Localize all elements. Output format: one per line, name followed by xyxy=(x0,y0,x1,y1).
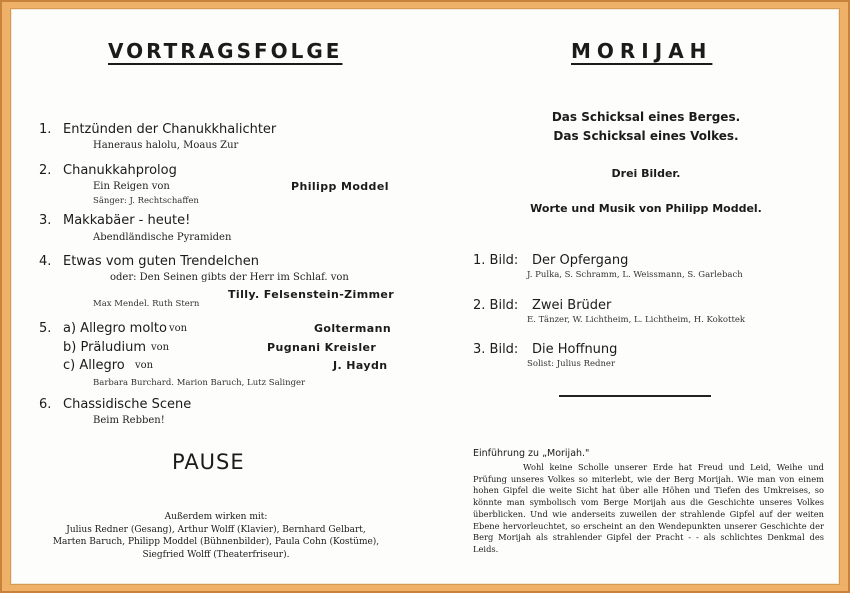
play-author: Worte und Musik von Philipp Moddel. xyxy=(530,202,762,215)
program-title: VORTRAGSFOLGE xyxy=(108,39,343,63)
item-title: Chanukkahprolog xyxy=(63,163,177,178)
part-label: c) Allegro xyxy=(63,358,125,373)
part-label: b) Präludium xyxy=(63,340,146,355)
part-composer: Goltermann xyxy=(314,322,392,335)
item-title: Chassidische Scene xyxy=(63,397,192,412)
play-structure: Drei Bilder. xyxy=(611,167,681,180)
item-performer: Philipp Moddel xyxy=(291,180,389,193)
item-number: 5. xyxy=(39,321,52,336)
credits-block xyxy=(31,511,401,561)
part-von: von xyxy=(135,360,154,371)
part-composer: Pugnani Kreisler xyxy=(267,341,377,354)
bild-cast: E. Tänzer, W. Lichtheim, L. Lichtheim, H. Kokottek xyxy=(527,315,746,325)
item-subtitle: Haneraus halolu, Moaus Zur xyxy=(93,140,239,151)
part-label: a) Allegro molto xyxy=(63,321,167,336)
item-title: Etwas vom guten Trendelchen xyxy=(63,254,260,269)
bild-label: 2. Bild: xyxy=(473,298,519,313)
credits-line: Siegfried Wolff (Theaterfriseur). xyxy=(142,549,290,560)
play-title: MORIJAH xyxy=(571,39,713,63)
item-note: Max Mendel. Ruth Stern xyxy=(93,299,200,309)
credits-heading: Außerdem wirken mit: xyxy=(164,512,268,522)
pause-heading: PAUSE xyxy=(172,450,245,474)
item-subtitle: oder: Den Seinen gibts der Herr im Schlaf. von xyxy=(110,272,349,283)
item-subtitle: Ein Reigen von xyxy=(93,181,170,192)
item-title: Entzünden der Chanukkhalichter xyxy=(63,122,277,137)
divider-rule xyxy=(559,395,711,397)
play-subtitle: Das Schicksal eines Berges. xyxy=(551,110,741,124)
item-subtitle: Beim Rebben! xyxy=(93,415,165,426)
bild-title: Der Opfergang xyxy=(532,253,629,268)
item-number: 1. xyxy=(39,122,52,137)
intro-text: Wohl keine Scholle unserer Erde hat Freud und Leid, Weihe und Prüfung unseres Volkes so miterlebt, wie der Berg Morijah. Wie man von einem hohen Gipfel die weite Sicht hat über alle Höhen und Tiefen des Umkreises, so könnte man symbolisch vom Berge Morijah aus die Geschichte unseres Volkes überblicken. Und wie anderseits zuweilen der strahlende Gipfel auf der weiten Ebene hervorleuchtet, so erscheint an den Wendepunkten unserer Geschichte der Berg Morijah als strahlender Gipfel der Pracht - - als schlichtes Denkmal des Leids. xyxy=(473,462,824,554)
part-von: von xyxy=(169,323,188,334)
bild-cast: J. Pulka, S. Schramm, L. Weissmann, S. Garlebach xyxy=(527,270,743,280)
program-sheet xyxy=(10,8,840,585)
bild-label: 3. Bild: xyxy=(473,342,519,357)
item-number: 4. xyxy=(39,254,52,269)
credits-line: Marten Baruch, Philipp Moddel (Bühnenbilder), Paula Cohn (Kostüme), xyxy=(52,537,380,547)
part-composer: J. Haydn xyxy=(333,359,388,372)
bild-title: Zwei Brüder xyxy=(532,298,612,313)
intro-heading: Einführung zu „Morijah." xyxy=(473,448,590,459)
item-note: Barbara Burchard. Marion Baruch, Lutz Salinger xyxy=(93,378,306,388)
play-subtitle: Das Schicksal eines Volkes. xyxy=(553,129,739,143)
item-number: 6. xyxy=(39,397,52,412)
bild-title: Die Hoffnung xyxy=(532,342,618,357)
bild-label: 1. Bild: xyxy=(473,253,519,268)
item-performer: Tilly. Felsenstein-Zimmer xyxy=(228,288,395,301)
bild-cast: Solist: Julius Redner xyxy=(527,359,616,369)
item-number: 3. xyxy=(39,213,52,228)
item-number: 2. xyxy=(39,163,52,178)
item-note: Sänger: J. Rechtschaffen xyxy=(93,196,199,206)
item-title: Makkabäer - heute! xyxy=(63,213,191,228)
credits-line: Julius Redner (Gesang), Arthur Wolff (Klavier), Bernhard Gelbart, xyxy=(66,524,366,535)
part-von: von xyxy=(151,342,170,353)
item-subtitle: Abendländische Pyramiden xyxy=(93,232,232,243)
